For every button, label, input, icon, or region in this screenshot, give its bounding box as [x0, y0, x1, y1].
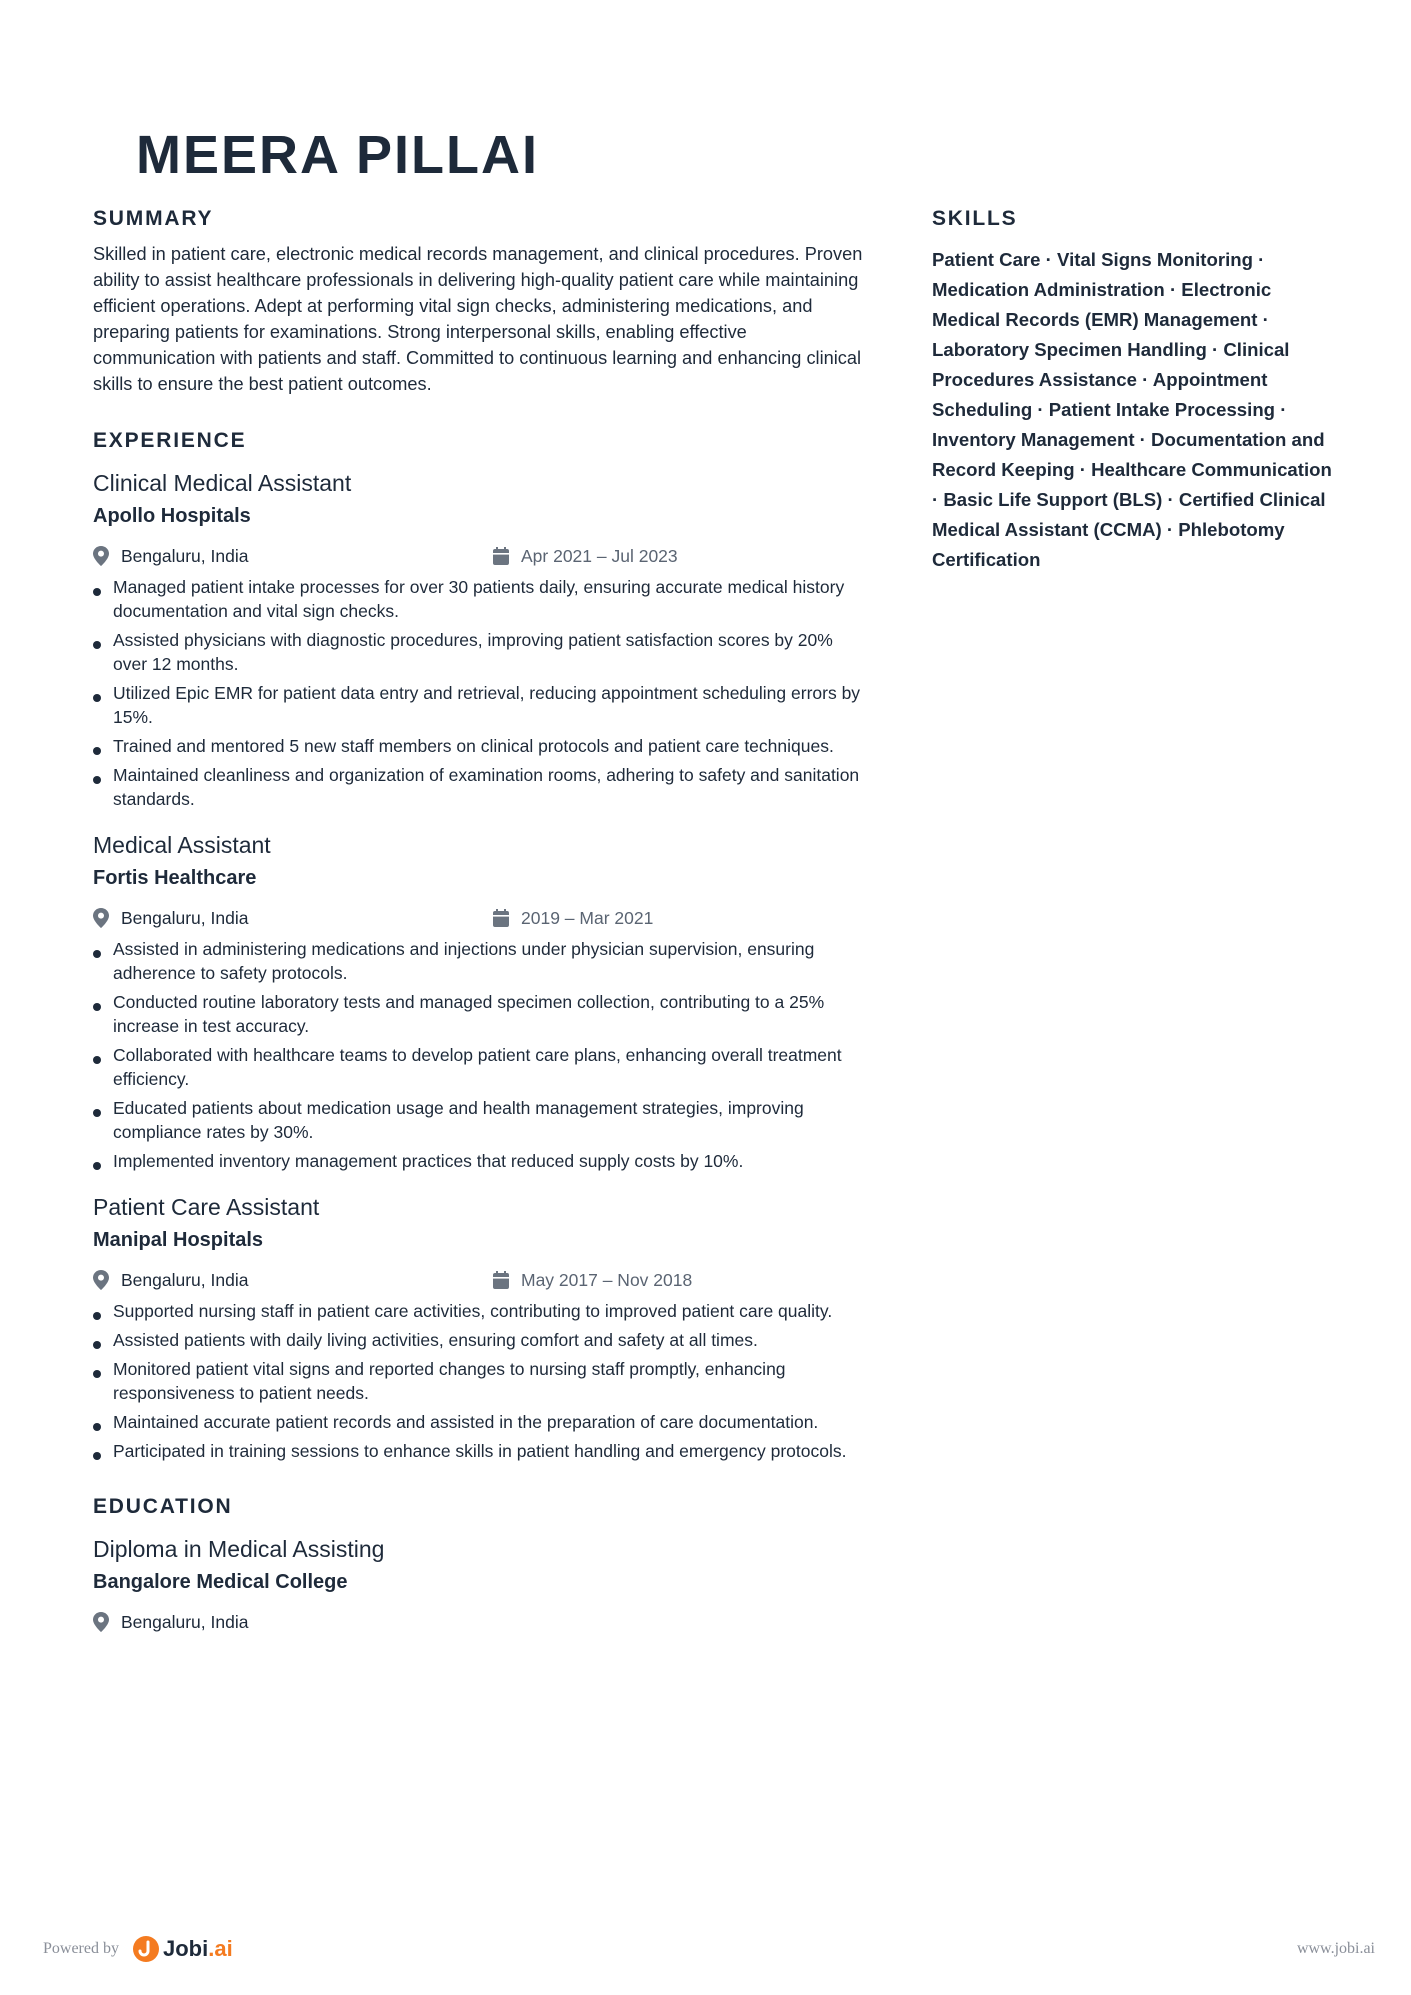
job-location — [93, 1263, 248, 1297]
bullet-item: Managed patient intake processes for over 30 patients daily, ensuring accurate medical history documentation and vital sign checks. — [93, 575, 868, 623]
job-entry — [93, 1191, 868, 1463]
location-text: Bengaluru, India — [121, 908, 249, 928]
bullet-item: Participated in training sessions to enhance skills in patient handling and emergency protocols. — [93, 1439, 868, 1463]
bullet-item: Assisted physicians with diagnostic procedures, improving patient satisfaction scores by 20% over 12 months. — [93, 628, 868, 676]
bullet-item: Collaborated with healthcare teams to develop patient care plans, enhancing overall treatment efficiency. — [93, 1043, 868, 1091]
location-text: Bengaluru, India — [121, 546, 249, 566]
job-location — [93, 539, 248, 573]
job-dates — [493, 1263, 692, 1297]
bullet-item: Supported nursing staff in patient care activities, contributing to improved patient care quality. — [93, 1299, 868, 1323]
sidebar-column — [932, 205, 1332, 575]
location-text: Bengaluru, India — [121, 1270, 249, 1290]
skills-section — [932, 205, 1332, 575]
job-entry — [93, 467, 868, 811]
bullet-item: Conducted routine laboratory tests and managed specimen collection, contributing to a 25% increase in test accuracy. — [93, 990, 868, 1038]
job-bullets — [93, 937, 868, 1173]
skills-heading: SKILLS — [932, 207, 1018, 230]
powered-by-footer — [43, 1936, 233, 1962]
summary-text: Skilled in patient care, electronic medical records management, and clinical procedures. Proven ability to assist healthcare professionals in delivering high-quality patient care while maintaining efficient operations. Adept at performing vital sign checks, administering medications, and preparing patients for examinations. Strong interpersonal skills, enabling effective communication with patients and staff. Committed to continuous learning and enhancing clinical skills to ensure the best patient outcomes. — [93, 244, 863, 394]
education-heading: EDUCATION — [93, 1495, 233, 1518]
calendar-icon — [493, 909, 509, 927]
summary-heading: SUMMARY — [93, 207, 214, 230]
company-name: Apollo Hospitals — [93, 505, 251, 527]
dates-text: Apr 2021 – Jul 2023 — [521, 546, 678, 566]
logo-accent-text: .ai — [208, 1936, 233, 1961]
job-meta — [93, 1263, 868, 1297]
bullet-item: Educated patients about medication usage and health management strategies, improving compliance rates by 30%. — [93, 1096, 868, 1144]
job-title: Patient Care Assistant — [93, 1194, 320, 1220]
bullet-item: Monitored patient vital signs and reported changes to nursing staff promptly, enhancing responsiveness to patient needs. — [93, 1357, 868, 1405]
bullet-item: Utilized Epic EMR for patient data entry and retrieval, reducing appointment scheduling errors by 15%. — [93, 681, 868, 729]
job-dates — [493, 539, 678, 573]
bullet-item: Maintained accurate patient records and assisted in the preparation of care documentation. — [93, 1410, 868, 1434]
bullet-item: Trained and mentored 5 new staff members on clinical protocols and patient care techniques. — [93, 734, 868, 758]
jobi-logo[interactable] — [163, 1936, 233, 1962]
job-location — [93, 901, 248, 935]
job-meta — [93, 901, 868, 935]
education-location — [93, 1605, 248, 1639]
experience-heading: EXPERIENCE — [93, 429, 247, 452]
school-name: Bangalore Medical College — [93, 1571, 348, 1593]
logo-main-text: Jobi — [162, 1936, 209, 1961]
job-dates — [493, 901, 653, 935]
dates-text: May 2017 – Nov 2018 — [521, 1270, 693, 1290]
bullet-item: Implemented inventory management practices that reduced supply costs by 10%. — [93, 1149, 868, 1173]
education-section — [93, 1493, 868, 1639]
dates-text: 2019 – Mar 2021 — [521, 908, 654, 928]
location-text: Bengaluru, India — [121, 1612, 249, 1632]
location-pin-icon — [93, 1612, 109, 1632]
job-bullets — [93, 575, 868, 811]
website-link[interactable]: www.jobi.ai — [1296, 1940, 1375, 1957]
candidate-name: MEERA PILLAI — [136, 125, 540, 185]
job-entry — [93, 829, 868, 1173]
jobi-logo-icon — [133, 1936, 159, 1962]
company-name: Manipal Hospitals — [93, 1229, 264, 1251]
bullet-item: Maintained cleanliness and organization of examination rooms, adhering to safety and sanitation standards. — [93, 763, 868, 811]
degree-title: Diploma in Medical Assisting — [93, 1536, 385, 1562]
summary-section — [93, 205, 868, 397]
education-meta — [93, 1605, 868, 1639]
job-bullets — [93, 1299, 868, 1463]
bullet-item: Assisted in administering medications and injections under physician supervision, ensuring adherence to safety protocols. — [93, 937, 868, 985]
location-pin-icon — [93, 1270, 109, 1290]
location-pin-icon — [93, 546, 109, 566]
company-name: Fortis Healthcare — [93, 867, 257, 889]
experience-section — [93, 427, 868, 1463]
skills-list: Patient Care · Vital Signs Monitoring · Medication Administration · Electronic Medical Records (EMR) Management · Laboratory Specimen Handling · Clinical Procedures Assistance · Appointment Scheduling · Patient Intake Processing · Inventory Management · Documentation and Record Keeping · Healthcare Communication · Basic Life Support (BLS) · Certified Clinical Medical Assistant (CCMA) · Phlebotomy Certification — [932, 249, 1332, 570]
bullet-item: Assisted patients with daily living activities, ensuring comfort and safety at all times. — [93, 1328, 868, 1352]
job-title: Clinical Medical Assistant — [93, 470, 352, 496]
calendar-icon — [493, 1271, 509, 1289]
calendar-icon — [493, 547, 509, 565]
main-column — [93, 205, 868, 1639]
powered-by-text: Powered by — [43, 1940, 119, 1957]
job-title: Medical Assistant — [93, 832, 271, 858]
location-pin-icon — [93, 908, 109, 928]
job-meta — [93, 539, 868, 573]
education-entry — [93, 1533, 868, 1639]
